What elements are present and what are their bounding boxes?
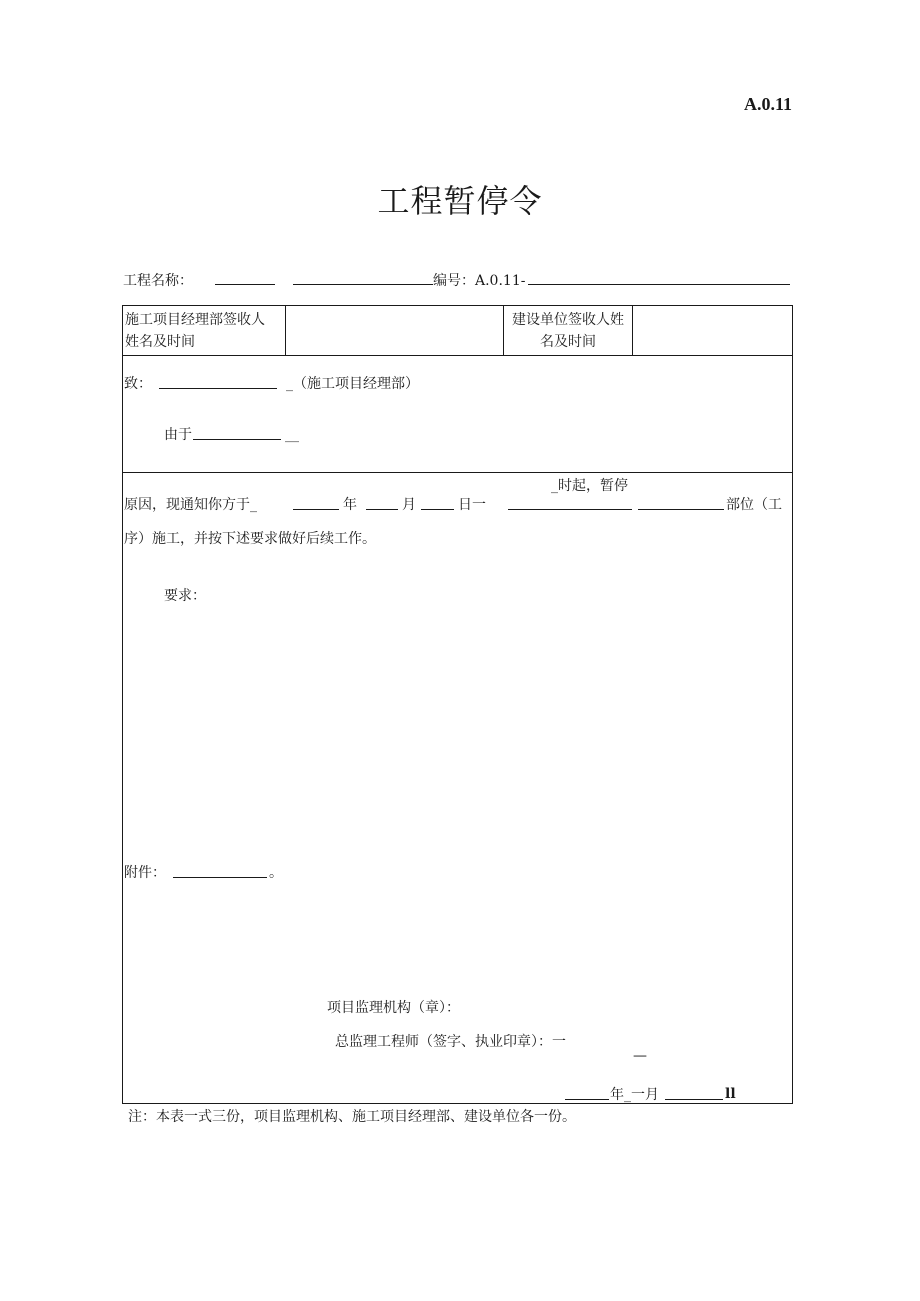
section-label: 部位（工 <box>726 497 782 513</box>
owner-receiver-field[interactable] <box>633 306 792 355</box>
requirements-label: 要求： <box>164 588 206 604</box>
chief-engineer-label: 总监理工程师（签字、执业印章）：一 <box>335 1034 566 1050</box>
project-name-field-b[interactable] <box>293 270 433 285</box>
project-name-field-a[interactable] <box>215 270 275 285</box>
to-label: 致： <box>124 376 152 392</box>
requirements-field[interactable] <box>164 611 784 841</box>
footer-note: 注：本表一式三份，项目监理机构、施工项目经理部、建设单位各一份。 <box>128 1109 576 1125</box>
to-field[interactable] <box>159 374 277 389</box>
row-divider <box>123 355 792 356</box>
supervision-org-label: 项目监理机构（章）： <box>327 1000 460 1016</box>
stop-year-field[interactable] <box>293 495 339 510</box>
page-title: 工程暂停令 <box>377 182 543 220</box>
stop-hour-field[interactable] <box>508 495 632 510</box>
day-label: 日一 <box>458 497 486 513</box>
reason-tail: __ <box>285 427 299 443</box>
sign-date-label: 年_一月 <box>610 1087 659 1103</box>
row-divider <box>123 472 792 473</box>
form-number-label: 编号：A.0.11- <box>433 273 526 289</box>
engineer-signature-dash: — <box>633 1048 647 1064</box>
stop-day-field[interactable] <box>421 495 454 510</box>
attachment-field[interactable] <box>173 863 267 878</box>
from-time-suffix: _时起，暂停 <box>551 478 628 494</box>
sign-day-field[interactable] <box>665 1085 723 1100</box>
section-field[interactable] <box>638 495 724 510</box>
month-label: 月 <box>402 497 416 513</box>
reason-label: 由于 <box>164 427 192 443</box>
reason-prefix: 原因，现通知你方于_ <box>124 497 257 513</box>
owner-receiver-label: 建设单位签收人姓 名及时间 <box>512 312 624 350</box>
form-table <box>122 305 793 1104</box>
attachment-suffix: 。 <box>269 865 283 881</box>
stop-month-field[interactable] <box>366 495 398 510</box>
project-name-label: 工程名称： <box>123 273 193 289</box>
reason-field[interactable] <box>193 425 281 440</box>
sign-year-field[interactable] <box>565 1085 609 1100</box>
sign-date-tail: ll <box>725 1086 736 1102</box>
attachment-label: 附件： <box>124 865 166 881</box>
to-suffix: _（施工项目经理部） <box>286 376 419 392</box>
year-label: 年 <box>343 497 357 513</box>
notice-line3: 序）施工，并按下述要求做好后续工作。 <box>124 531 376 547</box>
form-code: A.0.11 <box>743 94 792 114</box>
form-meta-row <box>123 270 793 294</box>
contractor-receiver-label: 施工项目经理部签收人 姓名及时间 <box>125 312 265 350</box>
contractor-receiver-field[interactable] <box>286 306 503 355</box>
form-number-field[interactable] <box>528 270 790 285</box>
